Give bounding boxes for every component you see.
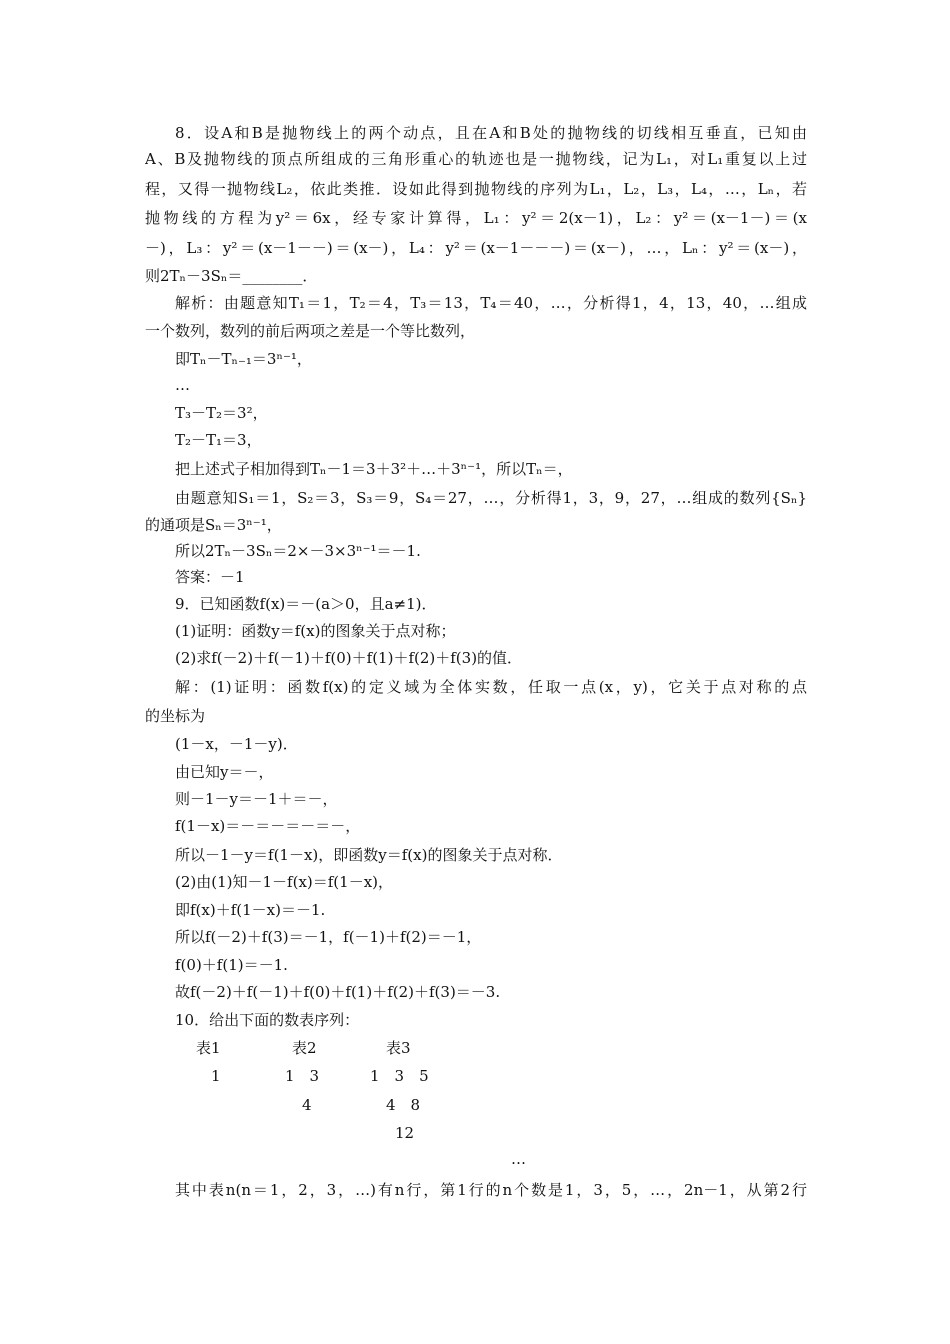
q9-line-4: 解：(1)证明：函数f(x)的定义域为全体实数，任取一点(x，y)，它关于点对称的点 (175, 678, 807, 696)
q8-line-6: 则2Tₙ－3Sₙ＝________． (145, 267, 318, 285)
q8-solution-7: 把上述式子相加得到Tₙ－1＝3＋3²＋…＋3ⁿ⁻¹，所以Tₙ＝， (175, 460, 573, 478)
q9-line-10: 所以－1－y＝f(1－x)，即函数y＝f(x)的图象关于点对称． (175, 846, 563, 864)
q8-solution-3: 即Tₙ－Tₙ₋₁＝3ⁿ⁻¹， (175, 350, 312, 368)
q8-line-5: －)，L₃：y²＝(x－1－－)＝(x－)，L₄：y²＝(x－1－－－)＝(x－)，…，Lₙ：y²＝(x－)， (145, 239, 807, 257)
q8-solution-6: T₂－T₁＝3， (175, 431, 262, 449)
q8-line-4: 抛物线的方程为y²＝6x，经专家计算得，L₁：y²＝2(x－1)，L₂：y²＝(x－1－)＝(x (145, 209, 807, 227)
q9-line-13: 所以f(－2)＋f(3)＝－1，f(－1)＋f(2)＝－1， (175, 928, 482, 946)
q8-solution-4: … (175, 376, 190, 394)
table-2-row-2: 4 (302, 1096, 312, 1114)
q10-intro: 10．给出下面的数表序列： (175, 1011, 360, 1029)
table-sequence-ellipsis: … (511, 1150, 526, 1168)
q8-solution-10: 所以2Tₙ－3Sₙ＝2×－3×3ⁿ⁻¹＝－1. (175, 542, 421, 560)
q9-line-12: 即f(x)＋f(1－x)＝－1. (175, 901, 326, 919)
table-1-title: 表1 (196, 1039, 221, 1057)
q9-line-1: 9．已知函数f(x)＝－(a＞0，且a≠1)． (175, 595, 437, 613)
q9-line-8: 则－1－y＝－1＋＝－， (175, 790, 338, 808)
q9-line-6: (1－x，－1－y)． (175, 735, 298, 753)
q10-last-line: 其中表n(n＝1，2，3，…)有n行，第1行的n个数是1，3，5，…，2n－1，从第2行 (175, 1181, 807, 1199)
q8-line-1: 8．设A和B是抛物线上的两个动点，且在A和B处的抛物线的切线相互垂直，已知由 (175, 124, 807, 142)
table-3-row-2: 4 8 (386, 1096, 421, 1114)
q8-solution-8: 由题意知S₁＝1，S₂＝3，S₃＝9，S₄＝27，…，分析得1，3，9，27，…组成的数列{Sₙ} (175, 489, 807, 507)
q9-line-11: (2)由(1)知－1－f(x)＝f(1－x)， (175, 873, 394, 891)
q9-line-15: 故f(－2)＋f(－1)＋f(0)＋f(1)＋f(2)＋f(3)＝－3. (175, 983, 501, 1001)
q8-line-2: A、B及抛物线的顶点所组成的三角形重心的轨迹也是一抛物线，记为L₁，对L₁重复以上过 (145, 150, 807, 168)
q9-line-7: 由已知y＝－， (175, 763, 274, 781)
q9-line-9: f(1－x)＝－＝－＝－＝－， (175, 817, 361, 835)
table-3-row-1: 1 3 5 (370, 1067, 429, 1085)
q9-line-5: 的坐标为 (145, 707, 206, 725)
q9-line-14: f(0)＋f(1)＝－1. (175, 956, 288, 974)
table-2-title: 表2 (292, 1039, 317, 1057)
q8-line-3: 程，又得一抛物线L₂，依此类推．设如此得到抛物线的序列为L₁，L₂，L₃，L₄，…，Lₙ，若 (145, 180, 807, 198)
q9-line-3: (2)求f(－2)＋f(－1)＋f(0)＋f(1)＋f(2)＋f(3)的值． (175, 649, 523, 667)
table-3-title: 表3 (386, 1039, 411, 1057)
q8-solution-5: T₃－T₂＝3²， (175, 404, 268, 422)
table-2-row-1: 1 3 (285, 1067, 320, 1085)
table-3-row-3: 12 (395, 1124, 415, 1142)
table-1-row-1: 1 (211, 1067, 221, 1085)
q8-answer: 答案：－1 (175, 568, 245, 586)
q8-solution-9: 的通项是Sₙ＝3ⁿ⁻¹， (145, 516, 282, 534)
q8-solution-1: 解析：由题意知T₁＝1，T₂＝4，T₃＝13，T₄＝40，…，分析得1，4，13，40，…组成 (175, 294, 807, 312)
q9-line-2: (1)证明：函数y＝f(x)的图象关于点对称； (175, 622, 456, 640)
q8-solution-2: 一个数列，数列的前后两项之差是一个等比数列， (145, 322, 476, 340)
